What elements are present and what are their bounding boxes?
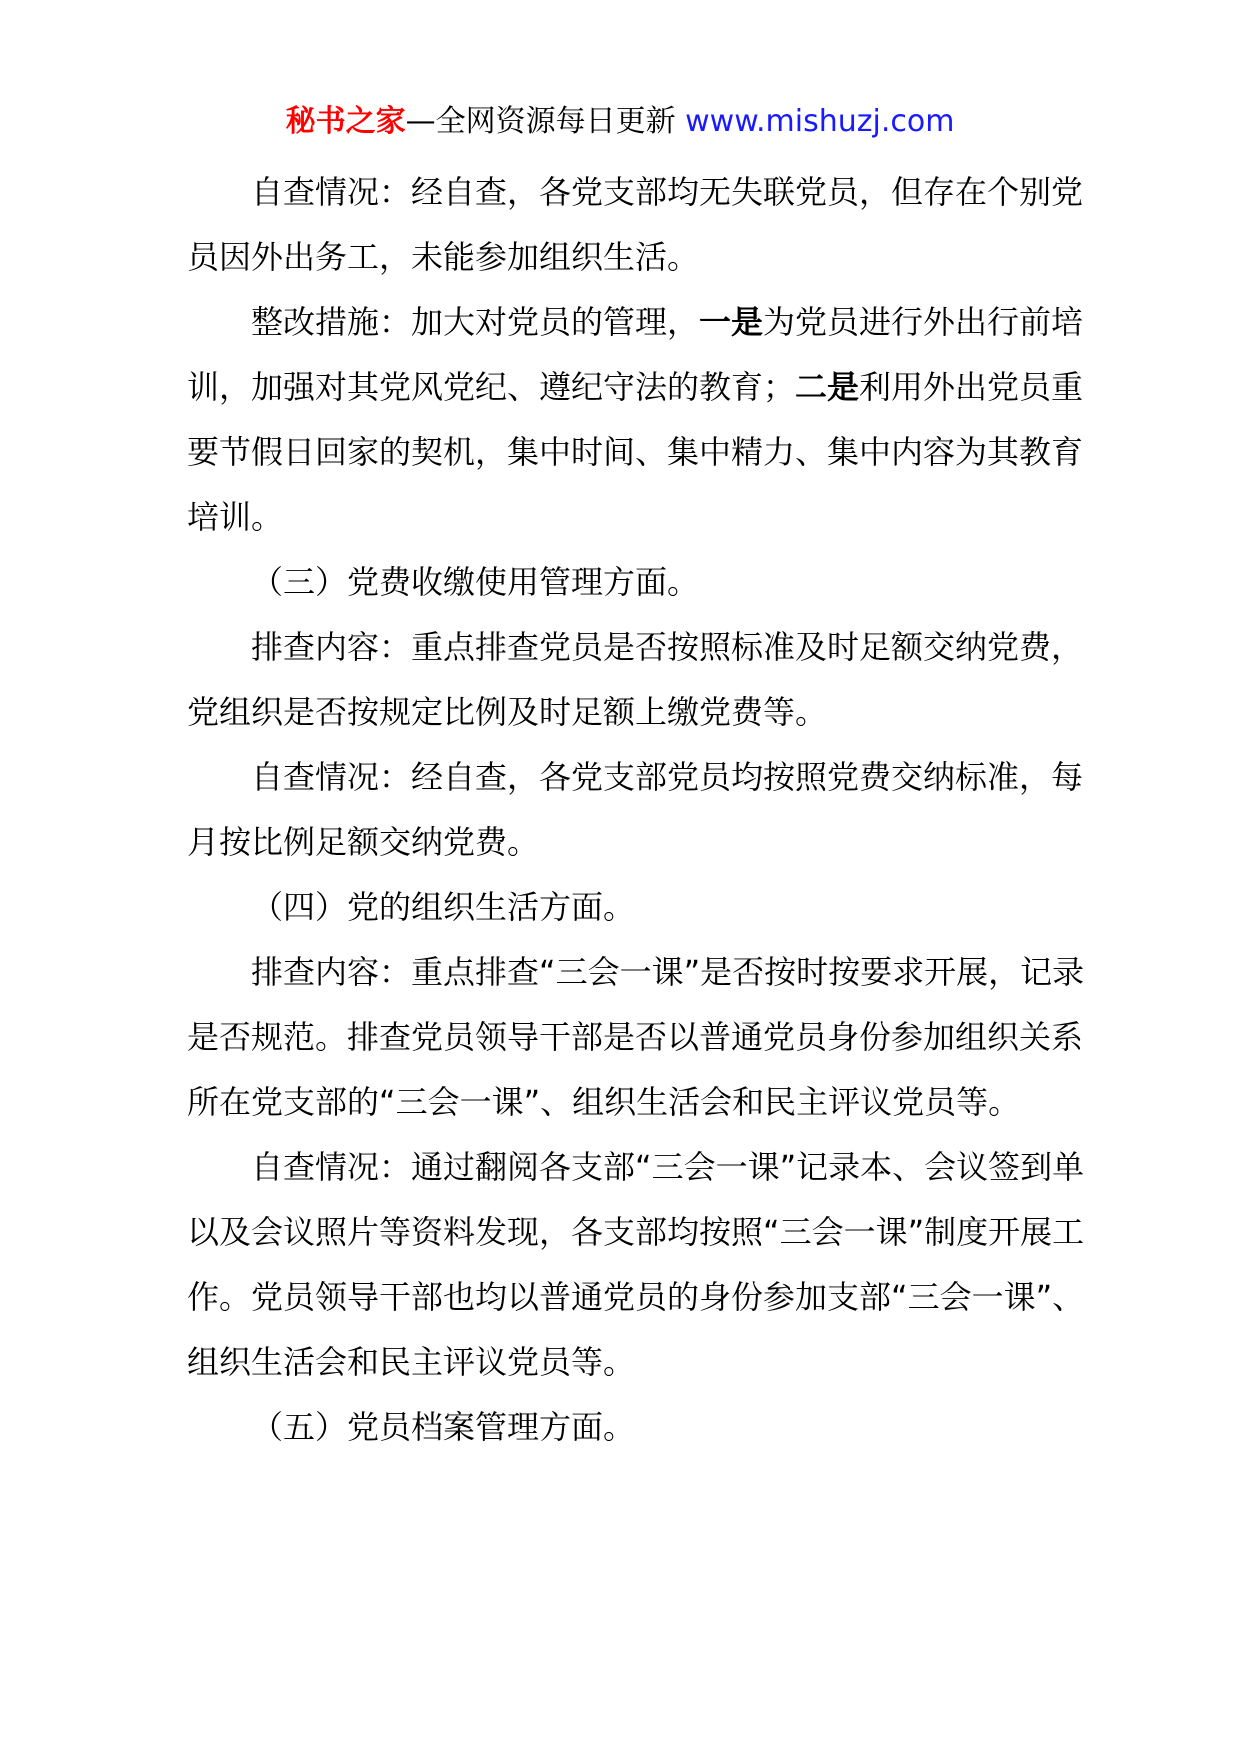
rectification-second: 利用外出党员重要节假日回家的契机，集中时间、集中精力、集中内容为其教育培训。 — [187, 368, 1084, 536]
header-tagline: —全网资源每日更新 — [405, 104, 676, 139]
paragraph-rectification — [187, 290, 1087, 550]
paragraph-inspection-4: 排查内容：重点排查“三会一课”是否按时按要求开展，记录是否规范。排查党员领导干部是否以普通党员身份参加组织关系所在党支部的“三会一课”、组织生活会和民主评议党员等。 — [187, 953, 1085, 1121]
paragraph-self-check-1: 自查情况：经自查，各党支部均无失联党员，但存在个别党员因外出务工，未能参加组织生活。 — [187, 173, 1084, 276]
section-heading-5: （五）党员档案管理方面。 — [251, 1408, 636, 1446]
paragraph-inspection-3: 排查内容：重点排查党员是否按照标准及时足额交纳党费，党组织是否按规定比例及时足额上缴党费等。 — [187, 628, 1084, 731]
bold-second: 二是 — [795, 368, 860, 406]
section-heading-4: （四）党的组织生活方面。 — [251, 888, 636, 926]
rectification-first: 为党员进行外出行前培训，加强对其党风党纪、遵纪守法的教育； — [187, 303, 1084, 406]
brand-name: 秘书之家 — [285, 104, 406, 139]
page-header — [0, 102, 1240, 142]
bold-first: 一是 — [699, 303, 764, 341]
rectification-intro: 整改措施：加大对党员的管理， — [251, 303, 700, 341]
header-url: www.mishuzj.com — [685, 104, 955, 139]
paragraph-self-check-4: 自查情况：通过翻阅各支部“三会一课”记录本、会议签到单以及会议照片等资料发现，各支部均按照“三会一课”制度开展工作。党员领导干部也均以普通党员的身份参加支部“三会一课”、组织生活会和民主评议党员等。 — [187, 1148, 1085, 1381]
section-heading-3: （三）党费收缴使用管理方面。 — [251, 563, 700, 601]
paragraph-self-check-3: 自查情况：经自查，各党支部党员均按照党费交纳标准，每月按比例足额交纳党费。 — [187, 758, 1084, 861]
document-body — [187, 160, 1087, 1460]
